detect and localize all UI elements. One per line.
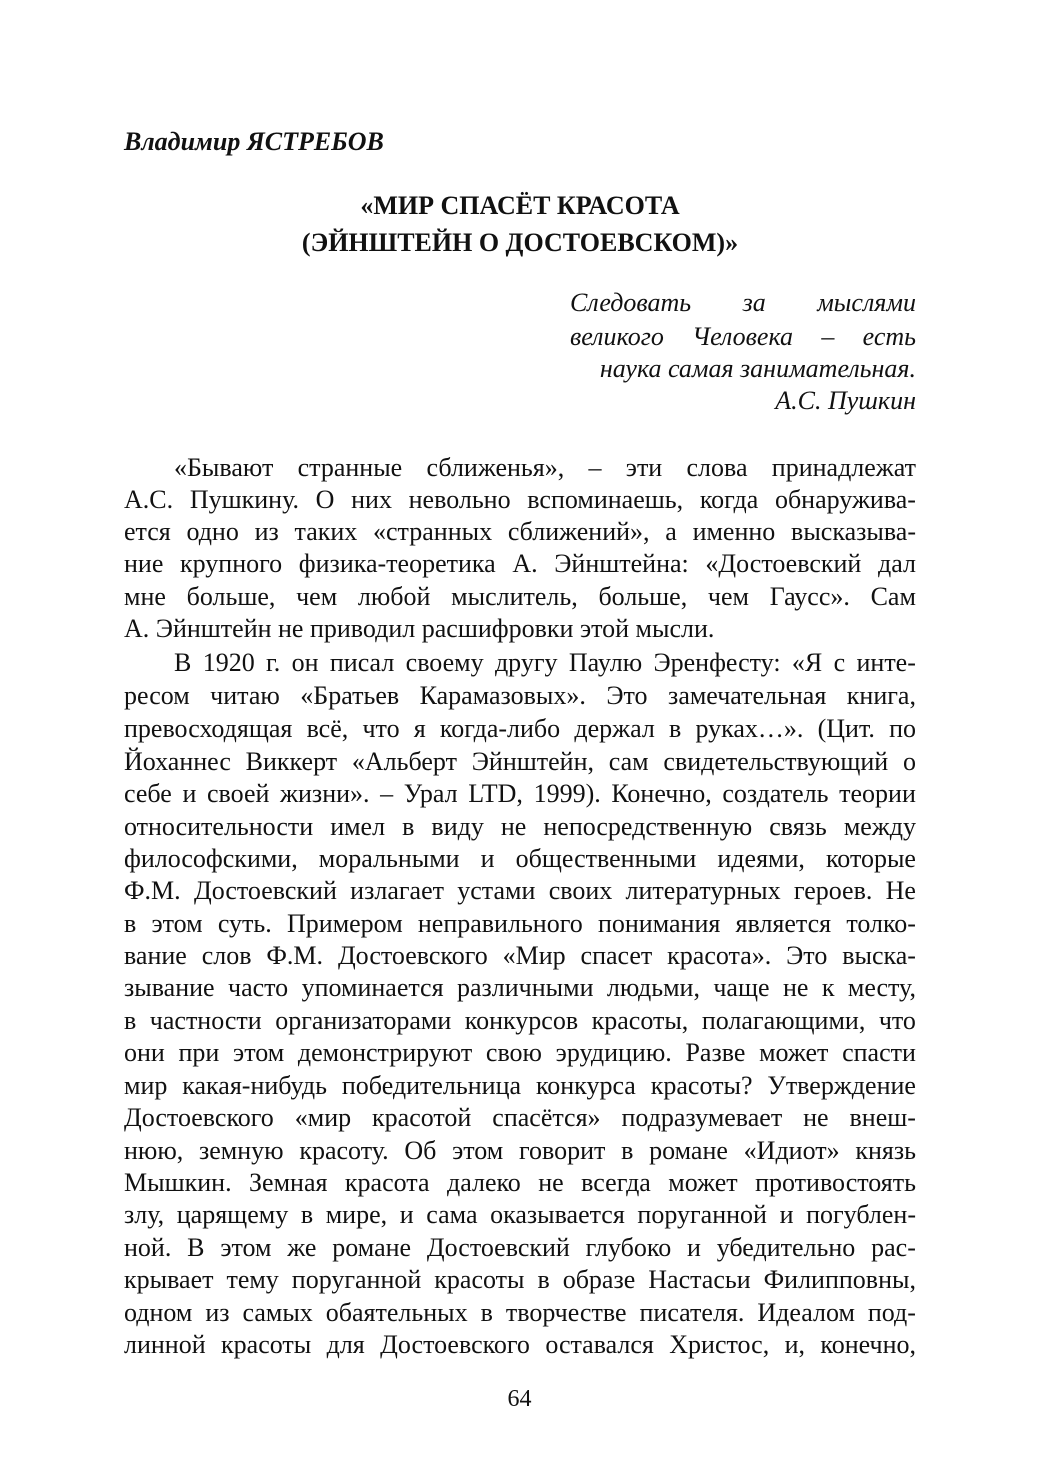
text-line: зывание часто упоминается различными людьми, чаще не к месту,: [124, 973, 916, 1002]
text-line: мне больше, чем любой мыслитель, больше, чем Гаусс». Сам: [124, 582, 916, 611]
text-line: себе и своей жизни». – Урал LTD, 1999). Конечно, создатель теории: [124, 779, 916, 808]
text-line: Мышкин. Земная красота далеко не всегда может противостоять: [124, 1168, 916, 1197]
text-line: ресом читаю «Братьев Карамазовых». Это замечательная книга,: [124, 681, 916, 710]
text-line: ние крупного физика-теоретика А. Эйнштейна: «Достоевский дал: [124, 549, 916, 578]
text-line: А.С. Пушкину. О них невольно вспоминаешь, когда обнаружива-: [124, 485, 916, 514]
text-line: Йоханнес Виккерт «Альберт Эйнштейн, сам свидетельствующий о: [124, 747, 916, 776]
text-line: линной красоты для Достоевского оставался Христос, и, конечно,: [124, 1330, 916, 1359]
text-line: мир какая-нибудь победительница конкурса красоты? Утверждение: [124, 1071, 916, 1100]
author-name: Владимир ЯСТРЕБОВ: [124, 127, 384, 156]
text-line: ной. В этом же романе Достоевский глубоко и убедительно рас-: [124, 1233, 916, 1262]
page-number: 64: [507, 1386, 532, 1412]
text-line: Достоевского «мир красотой спасётся» подразумевает не внеш-: [124, 1103, 916, 1132]
text-line: А. Эйнштейн не приводил расшифровки этой мысли.: [124, 614, 715, 643]
text-line: они при этом демонстрируют свою эрудицию. Разве может спасти: [124, 1038, 916, 1067]
text-line: нюю, земную красоту. Об этом говорит в романе «Идиот» князь: [124, 1136, 916, 1165]
text-line: «Бывают странные сближенья», – эти слова принадлежат: [174, 453, 916, 482]
article-title-line-1: «МИР СПАСЁТ КРАСОТА: [360, 191, 680, 220]
text-line: относительности имел в виду не непосредственную связь между: [124, 812, 916, 841]
text-line: Ф.М. Достоевский излагает устами своих литературных героев. Не: [124, 876, 916, 905]
epigraph-attribution: А.С. Пушкин: [775, 386, 916, 415]
epigraph-line: наука самая занимательная.: [599, 354, 916, 383]
article-title-line-2: (ЭЙНШТЕЙН О ДОСТОЕВСКОМ)»: [301, 228, 739, 257]
epigraph-line: Следовать за мыслями: [570, 288, 916, 317]
epigraph-line: великого Человека – есть: [570, 322, 916, 351]
text-line: ется одно из таких «странных сближений», а именно высказыва-: [124, 517, 916, 546]
text-line: в этом суть. Примером неправильного понимания является толко-: [124, 909, 916, 938]
text-line: В 1920 г. он писал своему другу Паулю Эренфесту: «Я с инте-: [174, 648, 916, 677]
text-line: в частности организаторами конкурсов красоты, полагающими, что: [124, 1006, 916, 1035]
text-line: одном из самых обаятельных в творчестве писателя. Идеалом под-: [124, 1298, 916, 1327]
text-line: философскими, моральными и общественными идеями, которые: [124, 844, 916, 873]
text-line: превосходящая всё, что я когда-либо держал в руках…». (Цит. по: [124, 714, 916, 743]
text-line: злу, царящему в мире, и сама оказывается поруганной и погублен-: [124, 1200, 916, 1229]
text-line: крывает тему поруганной красоты в образе Настасьи Филипповны,: [124, 1265, 916, 1294]
text-line: вание слов Ф.М. Достоевского «Мир спасет красота». Это выска-: [124, 941, 916, 970]
